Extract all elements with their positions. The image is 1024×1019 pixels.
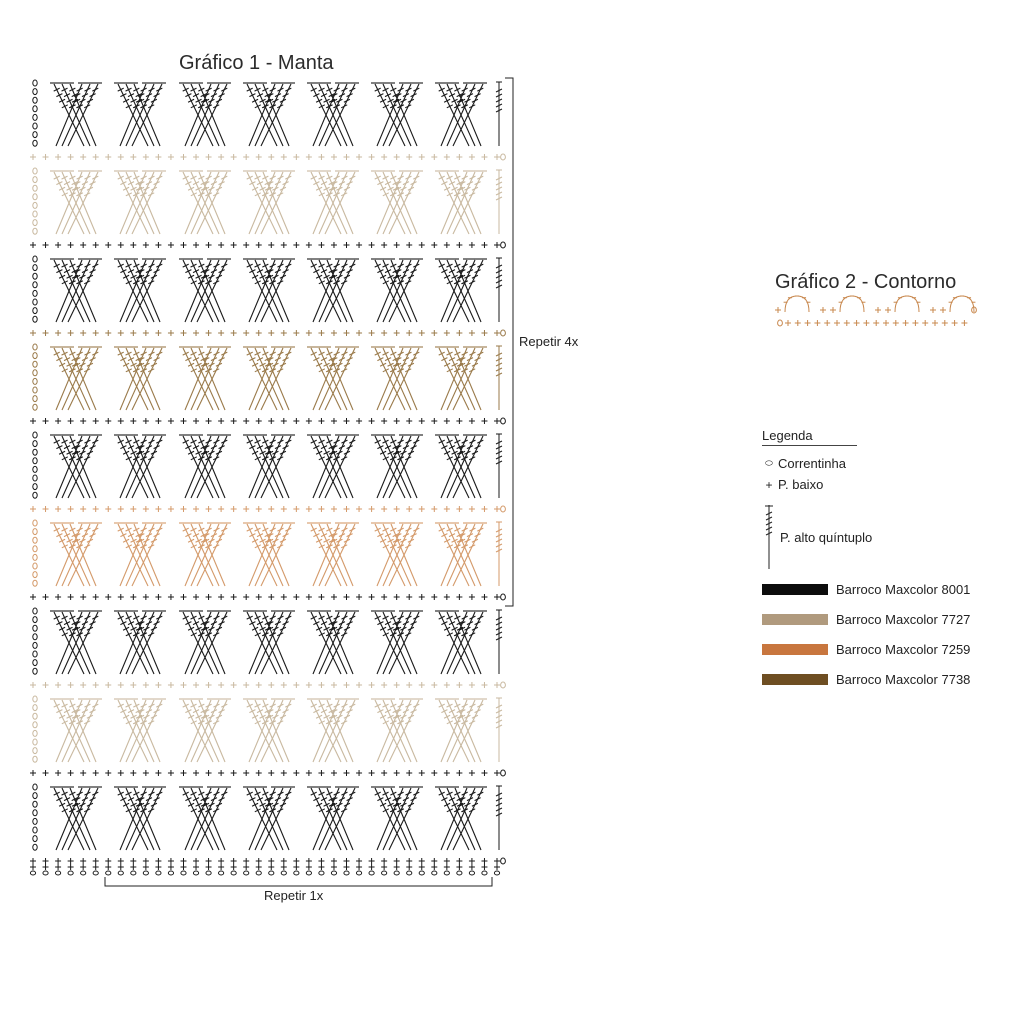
- stitch-motif: [50, 259, 102, 322]
- edge-stitch: [496, 258, 502, 322]
- color-label: Barroco Maxcolor 7259: [836, 642, 971, 657]
- stitch-motif: [307, 523, 359, 586]
- stitch-motif: [435, 171, 487, 234]
- single-crochet-icon: +: [765, 477, 773, 492]
- stitch-motif: [114, 611, 166, 674]
- single-crochet-row: [30, 242, 505, 248]
- stitch-motif: [114, 83, 166, 146]
- stitch-motif: [435, 259, 487, 322]
- stitch-motif: [371, 435, 423, 498]
- single-crochet-row: [30, 418, 505, 424]
- legend-item-quintuple-treble: [762, 503, 872, 571]
- stitch-motif: [371, 259, 423, 322]
- chain-column: [33, 344, 37, 410]
- color-label: Barroco Maxcolor 8001: [836, 582, 971, 597]
- legend-title: Legenda: [762, 428, 813, 443]
- pattern-row-band: [30, 256, 505, 336]
- stitch-motif: [371, 83, 423, 146]
- stitch-motif: [243, 347, 295, 410]
- stitch-motif: [114, 699, 166, 762]
- stitch-motif: [50, 347, 102, 410]
- stitch-motif: [435, 435, 487, 498]
- chain-column: [33, 168, 37, 234]
- stitch-motif: [243, 259, 295, 322]
- stitch-motif: [179, 787, 231, 850]
- repeat-vertical-label: Repetir 4x: [519, 334, 579, 349]
- chain-column: [33, 696, 37, 762]
- stitch-motif: [179, 699, 231, 762]
- stitch-motif: [307, 435, 359, 498]
- stitch-motif: [50, 523, 102, 586]
- color-label: Barroco Maxcolor 7727: [836, 612, 971, 627]
- chain-column: [33, 80, 37, 146]
- edge-stitch: [496, 82, 502, 146]
- stitch-motif: [371, 347, 423, 410]
- single-crochet-row: [30, 154, 505, 160]
- single-crochet-row: [30, 770, 505, 776]
- chain-column: [33, 608, 37, 674]
- chain-column: [33, 784, 37, 850]
- edge-stitch: [496, 610, 502, 674]
- single-crochet-row: [30, 682, 505, 688]
- stitch-motif: [243, 523, 295, 586]
- legend-item-label: P. baixo: [778, 477, 824, 492]
- stitch-motif: [307, 611, 359, 674]
- legend-divider: [762, 445, 857, 446]
- color-label: Barroco Maxcolor 7738: [836, 672, 971, 687]
- stitch-motif: [435, 787, 487, 850]
- stitch-motif: [371, 523, 423, 586]
- stitch-motif: [371, 699, 423, 762]
- stitch-motif: [50, 787, 102, 850]
- color-swatch: [762, 614, 828, 625]
- color-swatch: [762, 644, 828, 655]
- single-crochet-row: [30, 506, 505, 512]
- stitch-motif: [435, 83, 487, 146]
- stitch-motif: [243, 787, 295, 850]
- single-crochet-row: [30, 594, 505, 600]
- stitch-motif: [50, 435, 102, 498]
- stitch-motif: [307, 83, 359, 146]
- legend-color-7259: [762, 642, 970, 657]
- color-swatch: [762, 674, 828, 685]
- pattern-row-band: [30, 784, 505, 864]
- stitch-motif: [243, 611, 295, 674]
- chain-icon: ⬭: [765, 458, 773, 468]
- stitch-motif: [114, 347, 166, 410]
- legend-color-8001: [762, 582, 970, 597]
- chain-column: [33, 256, 37, 322]
- chain-column: [33, 520, 37, 586]
- stitch-motif: [371, 787, 423, 850]
- stitch-motif: [114, 171, 166, 234]
- pattern-row-band: [30, 696, 505, 776]
- stitch-motif: [371, 171, 423, 234]
- color-swatch: [762, 584, 828, 595]
- pattern-row-band: [30, 168, 505, 248]
- legend-color-7727: [762, 612, 970, 627]
- repeat-bracket-vertical: [505, 78, 513, 606]
- foundation-chain-row: [30, 864, 500, 875]
- pattern-row-band: [30, 432, 505, 512]
- chain-column: [33, 432, 37, 498]
- legend-item-chain: [762, 456, 846, 471]
- edge-stitch: [496, 434, 502, 498]
- quintuple-treble-icon: [762, 503, 776, 571]
- stitch-motif: [50, 699, 102, 762]
- stitch-motif: [114, 523, 166, 586]
- stitch-motif: [179, 83, 231, 146]
- stitch-motif: [243, 171, 295, 234]
- edge-stitch: [496, 346, 502, 410]
- edge-stitch: [496, 170, 502, 234]
- legend-item-label: Correntinha: [778, 456, 846, 471]
- legend-item-label: P. alto quíntuplo: [780, 529, 873, 545]
- stitch-motif: [179, 611, 231, 674]
- single-crochet-row: [30, 330, 505, 336]
- pattern-row-band: [30, 608, 505, 688]
- stitch-motif: [307, 699, 359, 762]
- repeat-horizontal-label: Repetir 1x: [264, 888, 324, 903]
- pattern-row-band: [30, 344, 505, 424]
- edge-stitch: [496, 698, 502, 762]
- stitch-motif: [179, 347, 231, 410]
- stitch-motif: [179, 523, 231, 586]
- stitch-motif: [114, 787, 166, 850]
- stitch-motif: [243, 435, 295, 498]
- legend-color-7738: [762, 672, 970, 687]
- stitch-motif: [50, 611, 102, 674]
- stitch-motif: [243, 699, 295, 762]
- repeat-bracket-horizontal: [105, 877, 492, 886]
- stitch-motif: [435, 347, 487, 410]
- stitch-motif: [114, 259, 166, 322]
- edge-stitch: [496, 522, 502, 586]
- chart2-title: Gráfico 2 - Contorno: [775, 271, 957, 293]
- stitch-motif: [435, 699, 487, 762]
- stitch-motif: [50, 83, 102, 146]
- stitch-motif: [371, 611, 423, 674]
- pattern-row-band: [30, 80, 505, 160]
- stitch-motif: [179, 259, 231, 322]
- stitch-motif: [435, 611, 487, 674]
- stitch-motif: [307, 259, 359, 322]
- chart1-title: Gráfico 1 - Manta: [179, 52, 334, 74]
- stitch-motif: [179, 171, 231, 234]
- edge-stitch: [496, 786, 502, 850]
- stitch-motif: [307, 787, 359, 850]
- stitch-motif: [307, 347, 359, 410]
- single-crochet-row: [30, 858, 505, 864]
- stitch-motif: [435, 523, 487, 586]
- stitch-motif: [243, 83, 295, 146]
- stitch-motif: [114, 435, 166, 498]
- legend-item-single-crochet: [762, 477, 823, 492]
- stitch-motif: [307, 171, 359, 234]
- stitch-motif: [50, 171, 102, 234]
- stitch-motif: [179, 435, 231, 498]
- pattern-row-band: [30, 520, 505, 600]
